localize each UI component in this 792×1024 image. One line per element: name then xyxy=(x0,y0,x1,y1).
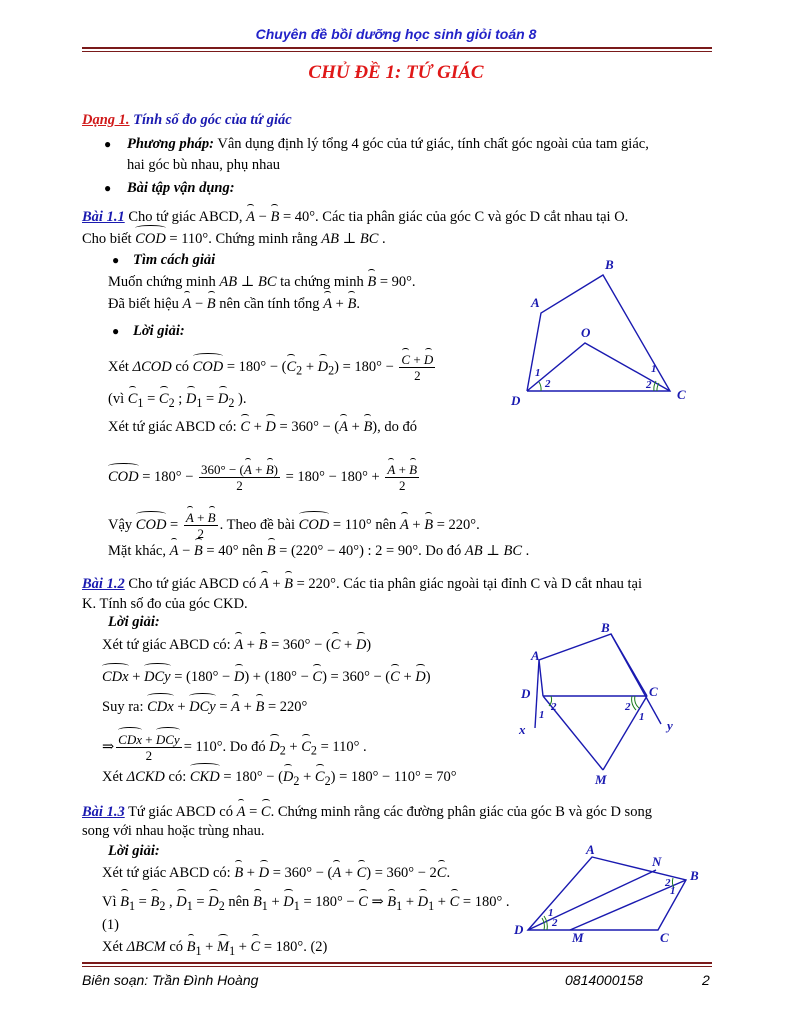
fig2-label-c: C xyxy=(649,684,658,699)
b11-text-2: Cho biết xyxy=(82,231,132,247)
b11-step-2: (vì $C_1 = C_2$ ; $D_1 = D_2$ ). xyxy=(108,391,247,410)
b11-hint-2: Đã biết hiệu A − B nên cần tính tổng A + B. xyxy=(108,296,360,312)
b12-step-2: CDx + DCy = (180° − D) + (180° − C) = 360° − (C + D) xyxy=(102,669,431,685)
fig3-mark-d2: 2 xyxy=(552,917,558,929)
b13-step-2: Vì $B_1 = B_2$ , $D_1 = D_2$ nên $B_1 + D_1 = 180^\circ - C$ ⇒ $B_1 + D_1 + C = 180^\circ$ . xyxy=(102,894,510,913)
section-heading xyxy=(82,111,292,129)
b13-text-2: song với nhau hoặc trùng nhau. xyxy=(82,823,265,839)
b12-text-2: K. Tính số đo của góc CKD. xyxy=(82,596,248,612)
b13-s4: Xét xyxy=(102,939,123,955)
b11-hint-1-text: Muốn chứng minh xyxy=(108,274,216,290)
b11-hint-2b-text: nên cần tính tổng xyxy=(219,296,320,312)
fig3-mark-b1: 1 xyxy=(670,885,676,897)
b11-s3: Xét tứ giác ABCD có: xyxy=(108,419,237,435)
b11-s1: Xét xyxy=(108,358,129,375)
b13-s2b: nên xyxy=(228,894,250,910)
b11-step-6: Mặt khác, A − B = 40° nên B = (220° − 40°) : 2 = 90°. Do đó AB ⊥ BC . xyxy=(108,543,530,559)
b11-line-1: Bài 1.1 Cho tứ giác ABCD, A − B = 40°. Các tia phân giác của góc C và góc D cắt nhau tại O. xyxy=(82,209,629,225)
fig2-mark-d1: 1 xyxy=(539,709,545,721)
fig3-label-d: D xyxy=(514,922,524,937)
footer-page-number: 2 xyxy=(702,972,710,988)
b12-s5b: có: xyxy=(168,769,187,785)
fig1-mark-d1: 1 xyxy=(535,367,541,379)
b13-sol-label: Lời giải: xyxy=(108,843,160,859)
b12-text-1: Cho tứ giác ABCD có xyxy=(128,576,257,592)
fig1-label-d: D xyxy=(511,393,521,408)
fig2-mark-c1: 1 xyxy=(639,711,645,723)
figure-quadrilateral-abcd-bisectors xyxy=(505,255,705,410)
footer-rule xyxy=(82,962,712,964)
b11-hint-2-text: Đã biết hiệu xyxy=(108,296,179,312)
footer-rule-thin xyxy=(82,966,712,967)
method-text-2: hai góc bù nhau, phụ nhau xyxy=(127,157,281,173)
fig2-mark-d2: 2 xyxy=(551,701,557,713)
fig2-mark-c2: 2 xyxy=(625,701,631,713)
bullet: ● xyxy=(112,253,120,267)
b12-sol-label: Lời giải: xyxy=(108,614,160,630)
fig2-label-x: x xyxy=(519,722,526,737)
b12-step-5: Xét ΔCKD có: CKD = $180^\circ - (D_2 + C_2) = 180^\circ - 110^\circ = 70^\circ$ xyxy=(102,769,457,788)
b11-step-4: COD = 180° − $\frac{360^\circ - (A + B)}{2}$ = 180° − 180° + $\frac{A + B}{2}$ xyxy=(108,462,418,493)
method-label: Phương pháp: xyxy=(127,136,214,152)
b11-s5b: . Theo đề bài xyxy=(219,516,296,533)
bullet: ● xyxy=(104,181,112,195)
b11-step-3: Xét tứ giác ABCD có: C + D = 360° − (A + B), do đó xyxy=(108,419,418,435)
fig1-label-c: C xyxy=(677,387,686,402)
b13-s4c: . (2) xyxy=(303,939,328,955)
b12-s5: Xét xyxy=(102,769,123,785)
fig1-mark-c2: 2 xyxy=(646,379,652,391)
page-title: CHỦ ĐỀ 1: TỨ GIÁC xyxy=(308,62,484,83)
b11-label: Bài 1.1 xyxy=(82,209,125,225)
b12-step-1: Xét tứ giác ABCD có: A + B = 360° − (C + D) xyxy=(102,637,372,653)
b13-label: Bài 1.3 xyxy=(82,804,125,820)
fig3-label-m: M xyxy=(572,930,584,945)
figure-quadrilateral-external-bisectors xyxy=(515,620,685,790)
b11-text-1b: Các tia phân giác của góc C và góc D cắt nhau tại O. xyxy=(322,209,629,225)
bullet: ● xyxy=(112,324,120,338)
b12-s1: Xét tứ giác ABCD có: xyxy=(102,637,231,653)
b13-step-4: Xét ΔBCM có $B_1 + M_1 + C = 180^\circ$. (2) xyxy=(102,939,328,958)
b13-s3: (1) xyxy=(102,917,119,933)
b11-s1b: có xyxy=(175,358,189,375)
b12-text-1b: . Các tia phân giác ngoài tại đỉnh C và D cắt nhau tại xyxy=(335,576,642,592)
header-rule-thin xyxy=(82,51,712,52)
b13-s2: Vì xyxy=(102,894,117,910)
b13-text-1b: . Chứng minh rằng các đường phân giác của góc B và góc D song xyxy=(270,804,652,820)
b11-s2: (vì xyxy=(108,391,125,407)
fig3-mark-b2: 2 xyxy=(665,877,671,889)
b13-line-1: Bài 1.3 Tứ giác ABCD có A = C. Chứng minh rằng các đường phân giác của góc B và góc D song xyxy=(82,804,652,820)
b11-s5: Vậy xyxy=(108,516,133,533)
method-line-1 xyxy=(127,135,649,153)
b11-s6: Mặt khác, xyxy=(108,543,166,559)
b11-s6b: nên xyxy=(242,543,264,559)
header-rule xyxy=(82,47,712,49)
fig1-label-a: A xyxy=(531,295,540,310)
figure-quadrilateral-parallel-bisectors xyxy=(510,842,710,947)
b13-text-1: Tứ giác ABCD có xyxy=(128,804,233,820)
fig3-mark-d1: 1 xyxy=(548,907,554,919)
method-text-1: Vân dụng định lý tổng 4 góc của tứ giác, tính chất góc ngoài của tam giác, xyxy=(217,136,649,152)
fig2-label-b: B xyxy=(601,620,610,635)
b11-s6c: . Do đó xyxy=(418,543,462,559)
fig1-label-o: O xyxy=(581,325,591,340)
fig2-label-m: M xyxy=(595,772,607,787)
section-label: Dạng 1. xyxy=(82,112,130,128)
b12-step-3: Suy ra: CDx + DCy = A + B = 220° xyxy=(102,699,308,715)
b13-s1: Xét tứ giác ABCD có: xyxy=(102,865,231,881)
fig3-label-n: N xyxy=(652,854,662,869)
b11-line-2: Cho biết COD = 110°. Chứng minh rằng AB ⊥ BC . xyxy=(82,231,386,247)
b11-hint-1b-text: ta chứng minh xyxy=(280,274,364,290)
b12-s4b: . Do đó xyxy=(222,738,266,755)
b12-step-4: ⇒ $\frac{\text{CDx + DCy}}{2}$ = 110°. Do đó $D_2 + C_2 = 110^\circ$ . xyxy=(102,732,367,763)
fig1-mark-d2: 2 xyxy=(545,378,551,390)
b11-s5c: nên xyxy=(375,516,397,533)
fig2-label-y: y xyxy=(667,718,673,733)
b12-s3: Suy ra: xyxy=(102,699,144,715)
fig1-label-b: B xyxy=(605,257,614,272)
section-title: Tính số đo góc của tứ giác xyxy=(133,112,292,128)
footer-phone: 0814000158 xyxy=(565,972,643,988)
b11-text-2b: . Chứng minh rằng xyxy=(208,231,318,247)
b12-label: Bài 1.2 xyxy=(82,576,125,592)
b12-line-1: Bài 1.2 Cho tứ giác ABCD có A + B = 220°. Các tia phân giác ngoài tại đỉnh C và D cắt nhau tại xyxy=(82,576,642,592)
fig3-label-b: B xyxy=(690,868,699,883)
header-series-title: Chuyên đề bồi dưỡng học sinh giỏi toán 8 xyxy=(255,26,537,42)
fig2-label-a: A xyxy=(531,648,540,663)
footer-author: Biên soạn: Trần Đình Hoàng xyxy=(82,972,259,988)
b13-s4b: có xyxy=(169,939,183,955)
b11-hint-label: Tìm cách giải xyxy=(133,252,216,268)
exercises-label: Bài tập vận dụng: xyxy=(127,180,235,196)
fig1-mark-c1: 1 xyxy=(651,363,657,375)
b11-sol-label: Lời giải: xyxy=(133,323,185,339)
b11-step-5: Vậy COD = $\frac{A + B}{2}$ . Theo đề bài COD = 110° nên A + B = 220°. xyxy=(108,510,480,541)
b11-step-1: Xét ΔCOD có COD = $180^\circ - (C_2 + D_2) = 180^\circ$ − $\frac{C + D}{2}$ xyxy=(108,352,434,383)
bullet: ● xyxy=(104,137,112,151)
b11-s3b: , do đó xyxy=(377,419,418,435)
fig2-label-d: D xyxy=(521,686,531,701)
b11-hint-1: Muốn chứng minh AB ⊥ BC ta chứng minh B = 90°. xyxy=(108,274,416,290)
b11-text-1: Cho tứ giác ABCD, xyxy=(128,209,243,225)
fig3-label-c: C xyxy=(660,930,669,945)
b13-step-1: Xét tứ giác ABCD có: B + D = 360° − (A + C) = 360° − 2C. xyxy=(102,865,451,881)
fig3-label-a: A xyxy=(586,842,595,857)
